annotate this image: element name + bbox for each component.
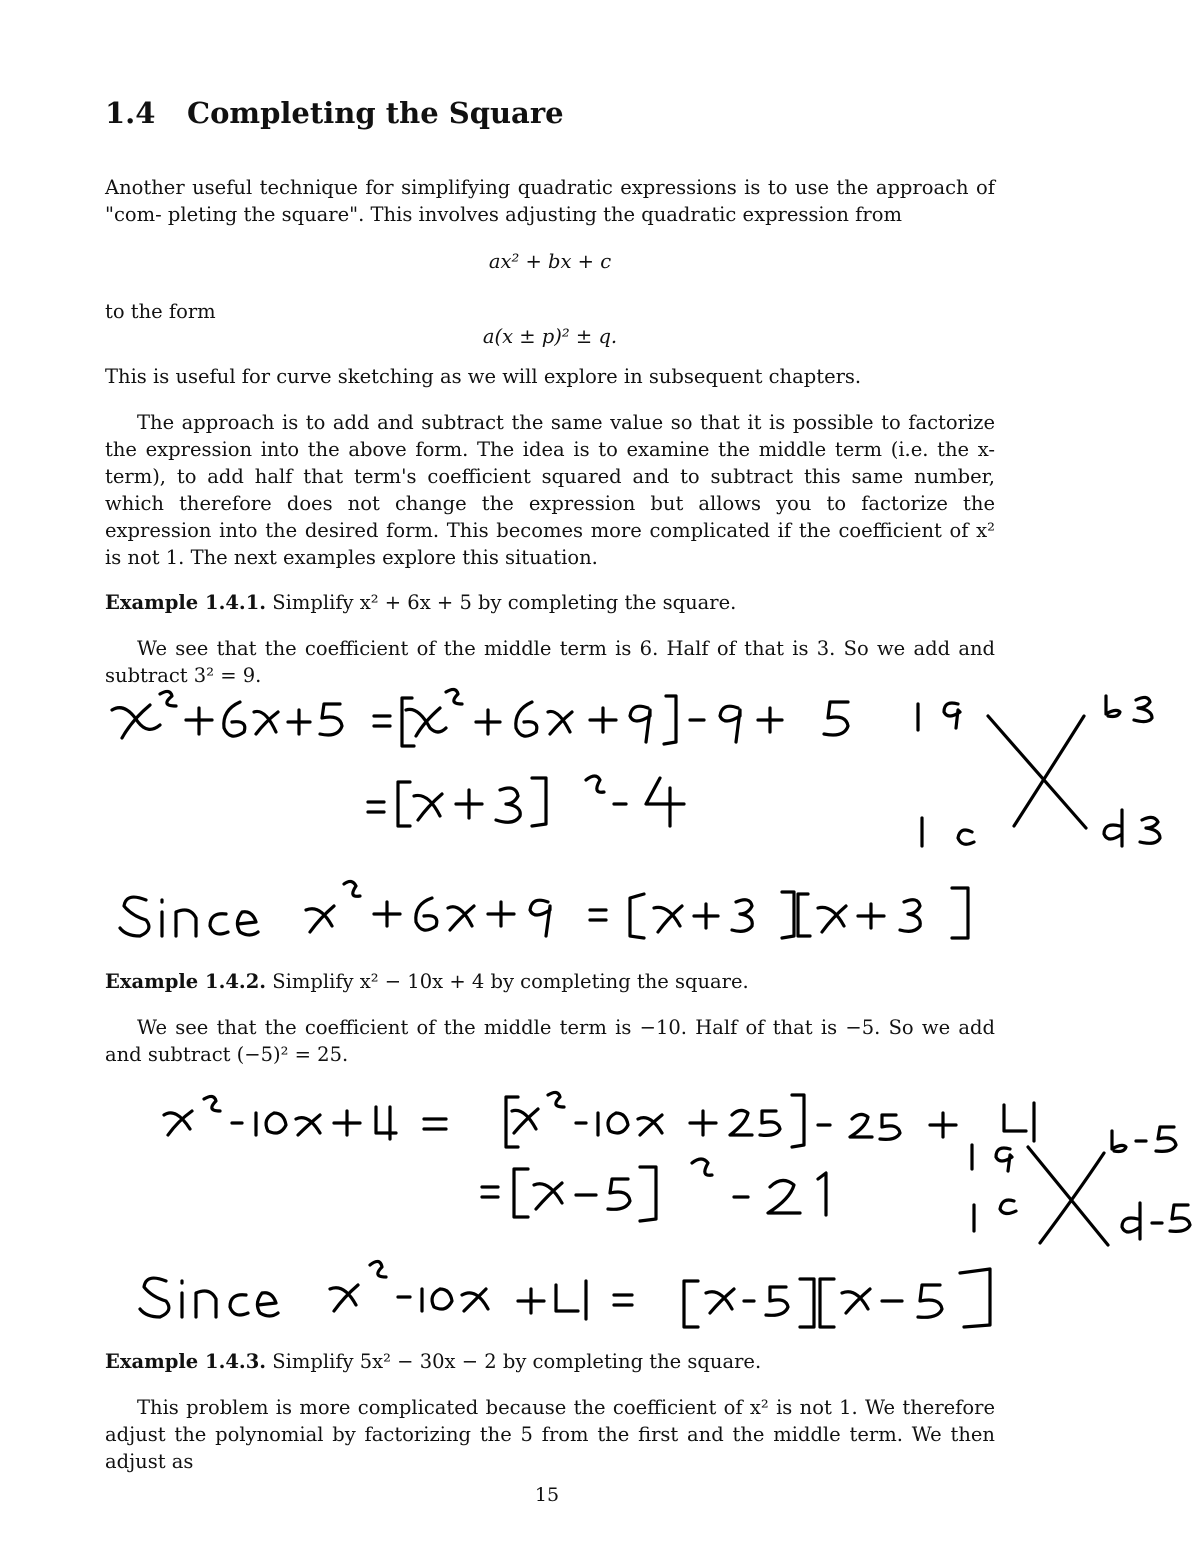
equation-vertex-form: a(x ± p)² ± q. [482, 325, 618, 348]
example-explanation: This problem is more complicated because the coefficient of x² is not 1. We therefore adjust the polynomial by factorizing the 5 from the first and the middle term. We then adjust as [105, 1396, 995, 1473]
approach-paragraph: The approach is to add and subtract the same value so that it is possible to factorize the expression into the above form. The idea is to examine the middle term (i.e. the x-term), to add half that term's coefficient squared and to subtract this same number, which therefore does not change the expression but allows you to factorize the expression into the desired form. This becomes more complicated if the coefficient of x² is not 1. The next examples explore this situation. [105, 411, 995, 569]
example-explanation: We see that the coefficient of the middle term is 6. Half of that is 3. So we add and subtract 3² = 9. [105, 637, 995, 687]
to-the-form-text: to the form [105, 300, 216, 323]
page-number: 15 [534, 1484, 560, 1506]
example-label: Example 1.4.1. [105, 591, 267, 614]
curve-sketching-text: This is useful for curve sketching as we will explore in subsequent chapters. [105, 365, 862, 388]
intro-paragraph: Another useful technique for simplifying quadratic expressions is to use the approach of "com- pleting the square". This involves adjusting the quadratic expression from [105, 176, 995, 226]
example-statement: Simplify x² + 6x + 5 by completing the square. [272, 591, 737, 614]
example-heading [105, 968, 995, 995]
handwritten-work-example-2 [0, 1075, 1200, 1345]
example-statement: Simplify x² − 10x + 4 by completing the square. [272, 970, 749, 993]
equation-standard-form: ax² + bx + c [488, 250, 612, 273]
example-explanation: We see that the coefficient of the middle term is −10. Half of that is −5. So we add and subtract (−5)² = 25. [105, 1016, 995, 1066]
section-number: 1.4 [105, 96, 156, 130]
example-heading [105, 589, 995, 616]
example-heading [105, 1348, 995, 1375]
section-heading [105, 96, 564, 130]
section-title: Completing the Square [187, 96, 564, 130]
example-label: Example 1.4.2. [105, 970, 267, 993]
example-statement: Simplify 5x² − 30x − 2 by completing the square. [272, 1350, 762, 1373]
handwritten-work-example-1 [0, 680, 1200, 960]
example-label: Example 1.4.3. [105, 1350, 267, 1373]
